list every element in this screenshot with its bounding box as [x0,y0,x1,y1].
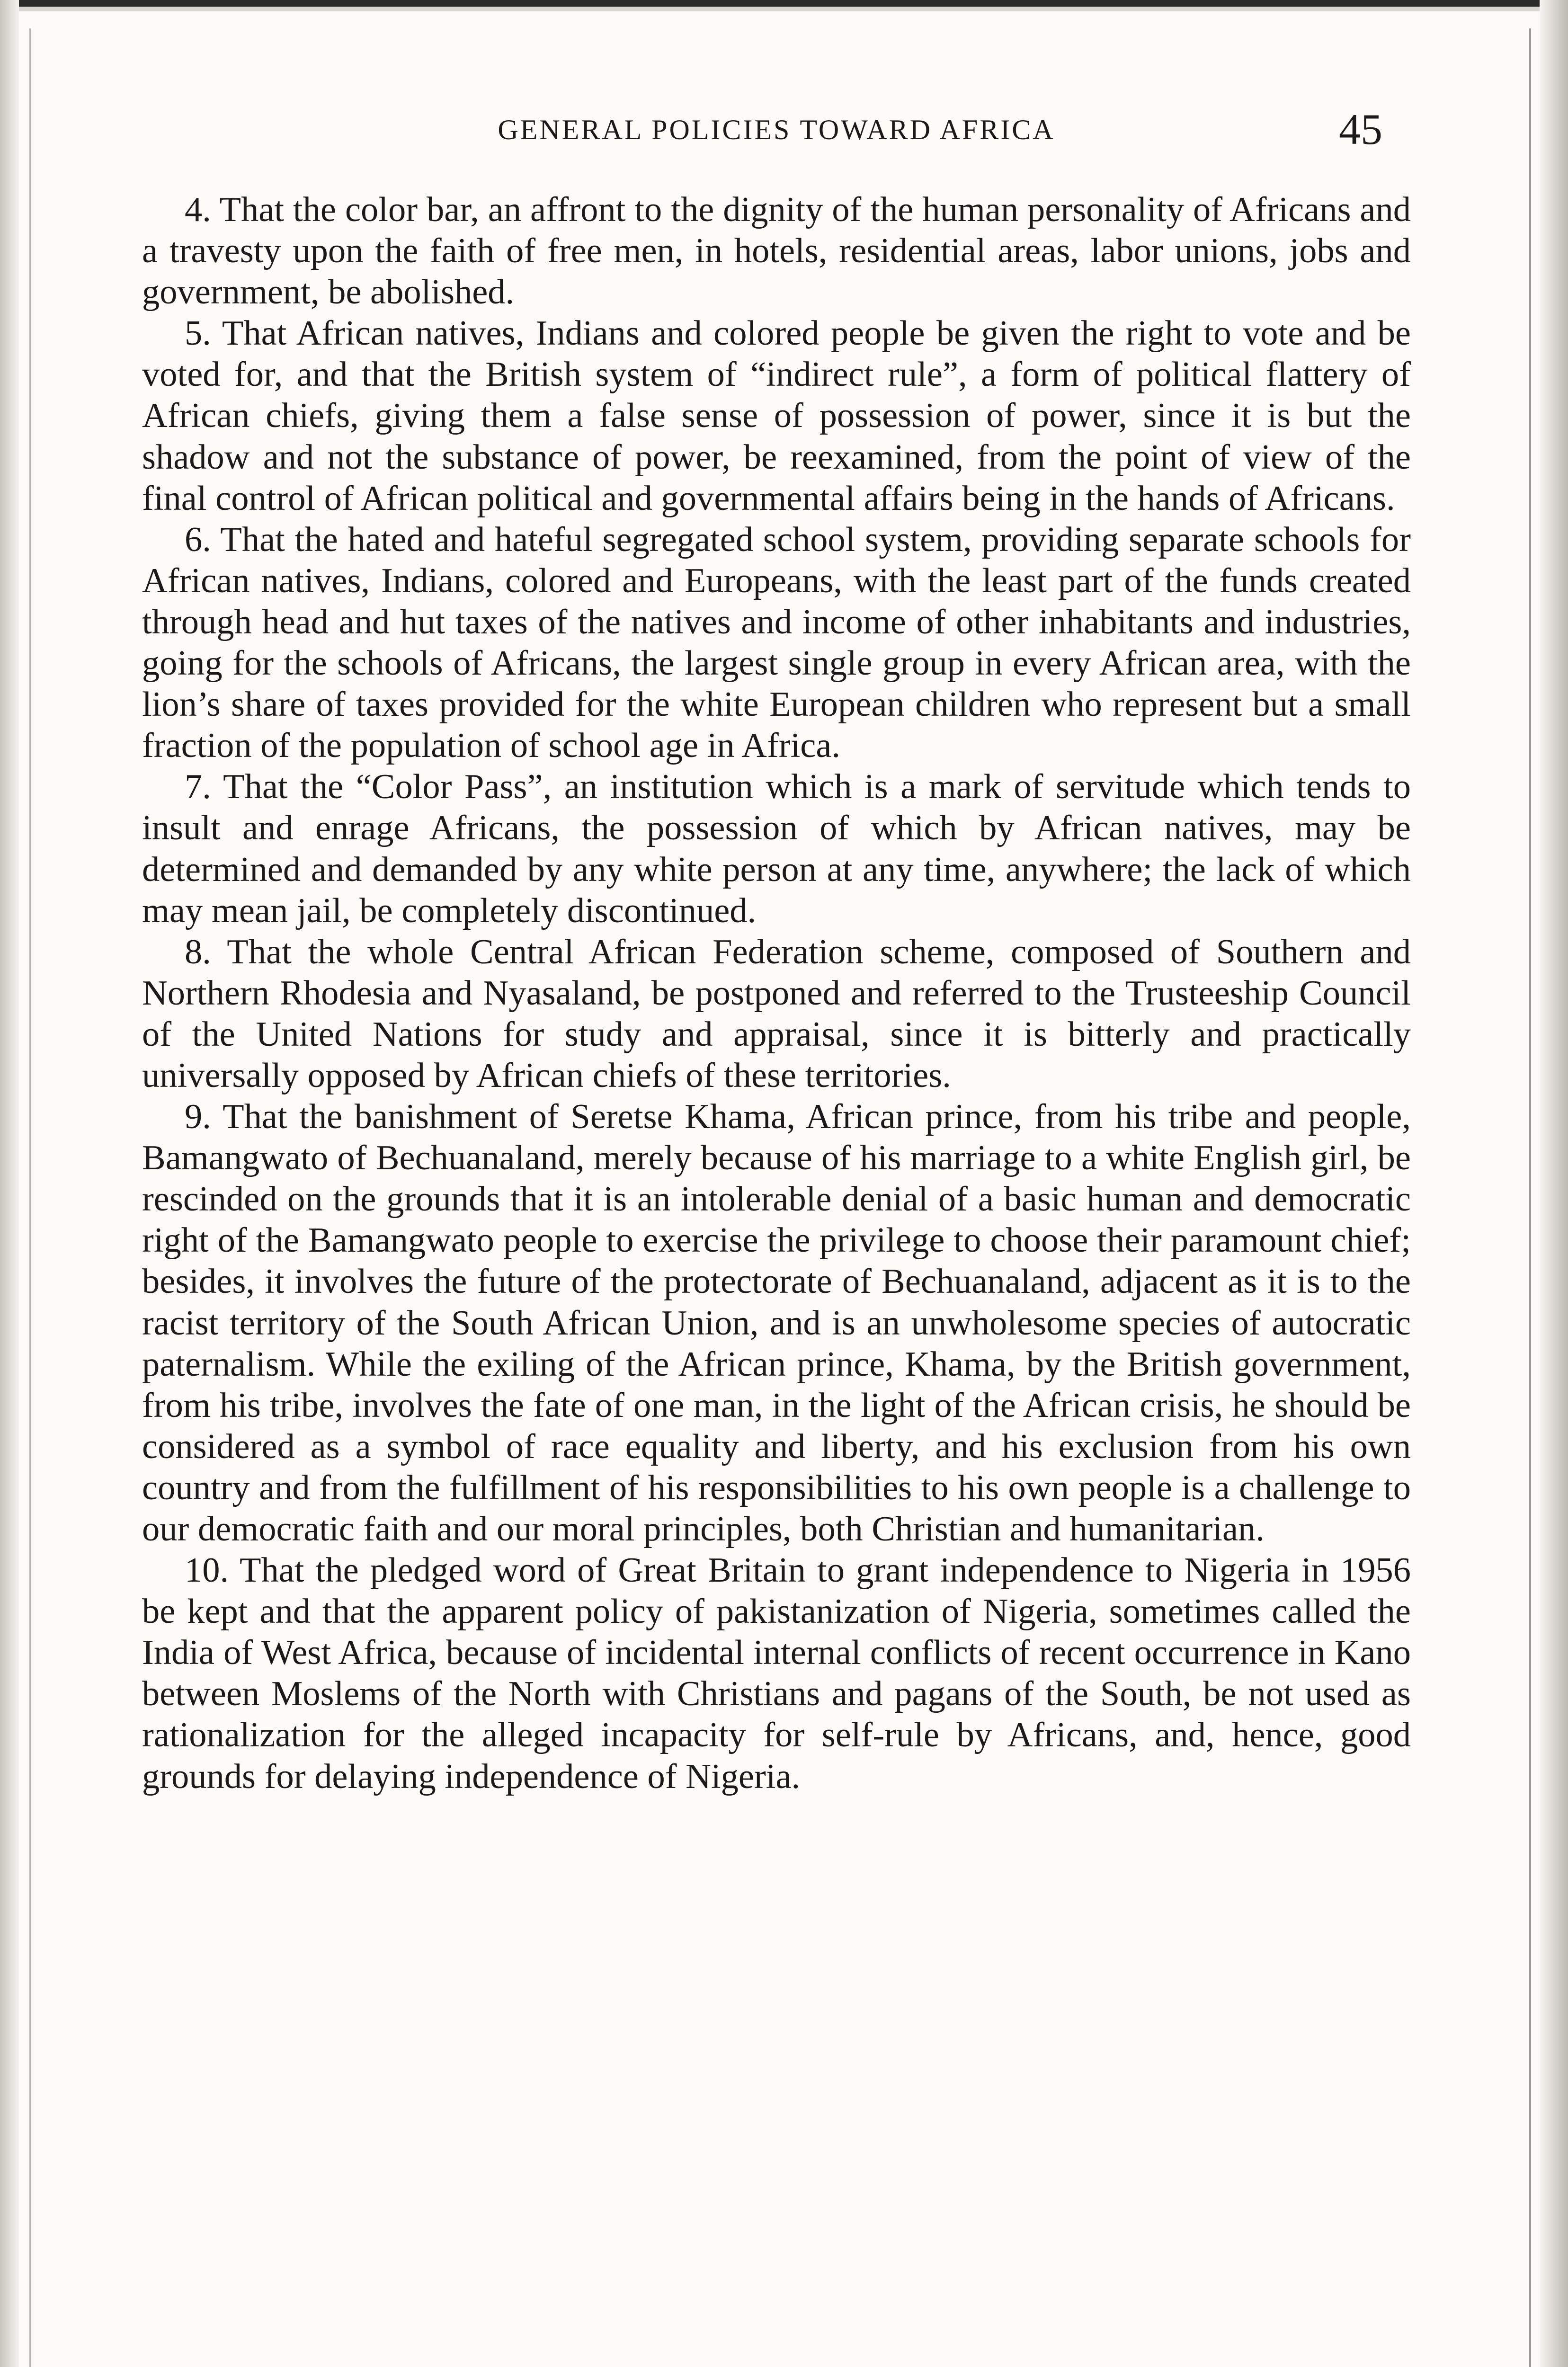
paragraph-item-7: 7. That the “Color Pass”, an institution which is a mark of servitude which tends to insult and enrage Africans, the possession of which by African natives, may be determined and demanded by any white person at any time, anywhere; the lack of which may mean jail, be completely discontinued. [142,767,1411,930]
right-page-edge [1540,0,1568,2367]
running-title: GENERAL POLICIES TOWARD AFRICA [498,114,1055,145]
left-margin-line [29,28,31,2367]
paragraph-item-10: 10. That the pledged word of Great Britain to grant independence to Nigeria in 1956 be kept and that the apparent policy of pakistanization of Nigeria, sometimes called the India of West Africa, because of incidental internal conflicts of recent occurrence in Kano between Moslems of the North with Christians and pagans of the South, be not used as rationalization for the alleged incapacity for self-rule by Africans, and, hence, good grounds for delaying independence of Nigeria. [142,1551,1411,1796]
paragraph-item-8: 8. That the whole Central African Federation scheme, composed of Southern and Northern Rhodesia and Nyasaland, be postponed and referred to the Trusteeship Council of the United Nations for study and appraisal, since it is bitterly and practically universally opposed by African chiefs of these territories. [142,932,1411,1095]
top-rule-shadow [0,7,1568,11]
page-number: 45 [1339,105,1382,153]
paragraph-item-9: 9. That the banishment of Seretse Khama, African prince, from his tribe and people, Bamangwato of Bechuanaland, merely because of his marriage to a white English girl, be rescinded on the grounds that it is an intolerable denial of a basic human and democratic right of the Bamangwato people to exercise the privilege to choose their paramount chief; besides, it involves the future of the protectorate of Bechuanaland, adjacent as it is to the racist territory of the South African Union, and is an unwholesome species of autocratic paternalism. While the exiling of the African prince, Khama, by the British government, from his tribe, involves the fate of one man, in the light of the African crisis, he should be considered as a symbol of race equality and liberty, and his exclusion from his own country and from the fulfillment of his responsibilities to his own people is a challenge to our democratic faith and our moral principles, both Christian and humanitarian. [142,1097,1411,1548]
right-margin-line [1529,28,1531,2367]
left-page-edge [0,0,19,2367]
running-head [142,104,1411,161]
body-text [142,189,1411,1797]
paragraph-item-5: 5. That African natives, Indians and colored people be given the right to vote and be voted for, and that the British system of “indirect rule”, a form of political flattery of African chiefs, giving them a false sense of possession of power, since it is but the shadow and not the substance of power, be reexamined, from the point of view of the final control of African political and governmental affairs being in the hands of Africans. [142,314,1411,518]
paragraph-item-4: 4. That the color bar, an affront to the dignity of the human personality of Africans and a travesty upon the faith of free men, in hotels, residential areas, labor unions, jobs and government, be abolished. [142,190,1411,312]
paragraph-item-6: 6. That the hated and hateful segregated school system, providing separate schools for African natives, Indians, colored and Europeans, with the least part of the funds created through head and hut taxes of the natives and income of other inhabitants and industries, going for the schools of Africans, the largest single group in every African area, with the lion’s share of taxes provided for the white European children who represent but a small fraction of the population of school age in Africa. [142,520,1411,765]
top-rule [0,0,1568,7]
